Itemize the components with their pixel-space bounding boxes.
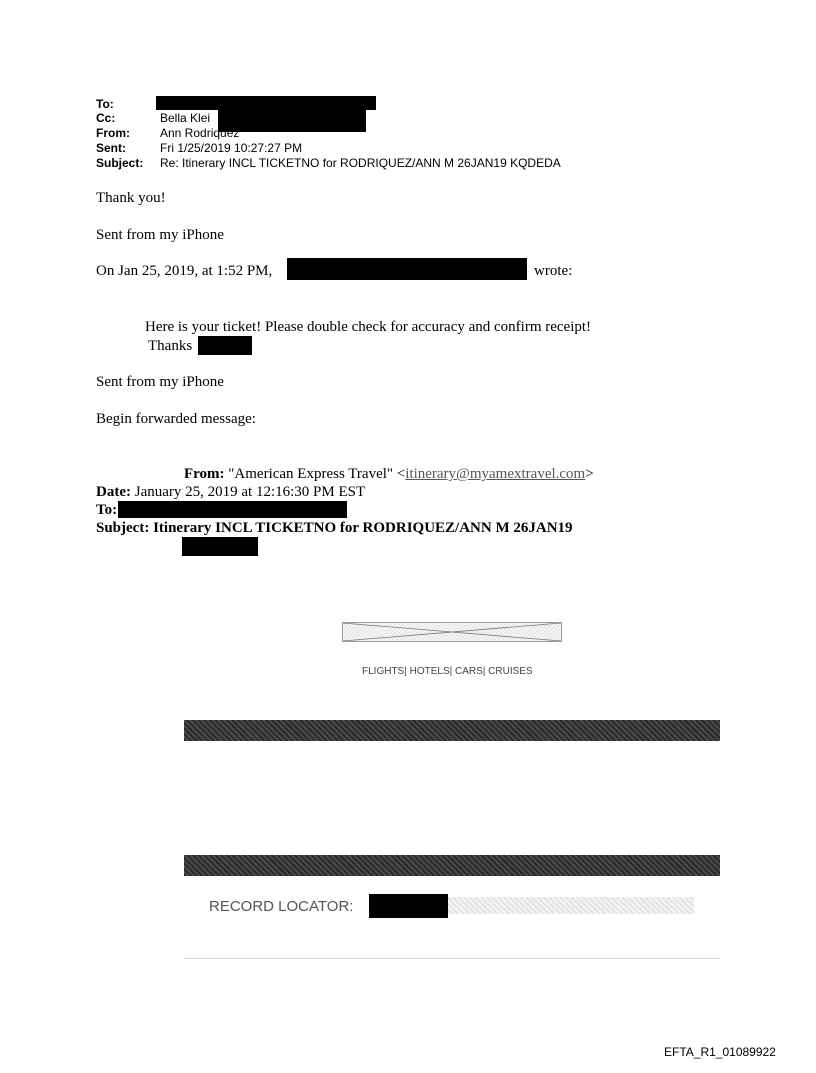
record-locator-label: RECORD LOCATOR: — [209, 898, 354, 915]
redaction — [198, 336, 252, 355]
redaction — [369, 894, 448, 918]
redaction — [156, 96, 376, 110]
divider — [184, 958, 720, 959]
thank-you-text: Thank you! — [96, 190, 166, 206]
wrote-text: wrote: — [534, 263, 573, 279]
forwarded-from — [184, 466, 594, 483]
forwarded-date-label: Date: — [96, 484, 131, 500]
from-label: From: — [96, 126, 130, 140]
sent-label: Sent: — [96, 141, 126, 155]
sent-from-iphone-2: Sent from my iPhone — [96, 374, 224, 390]
subject-label: Subject: — [96, 156, 144, 170]
forwarded-from-label: From: — [184, 466, 225, 482]
forwarded-date-value: January 25, 2019 at 12:16:30 PM EST — [130, 484, 366, 500]
cc-label: Cc: — [96, 111, 116, 125]
quoted-message: Here is your ticket! Please double check for accuracy and confirm receipt! — [145, 319, 592, 335]
thanks-text: Thanks — [148, 338, 193, 354]
amex-nav-links[interactable]: FLIGHTS| HOTELS| CARS| CRUISES — [362, 666, 533, 677]
sent-value: Fri 1/25/2019 10:27:27 PM — [160, 141, 303, 155]
document-id: EFTA_R1_01089922 — [664, 1045, 776, 1059]
on-date-text: On Jan 25, 2019, at 1:52 PM, — [96, 263, 273, 279]
from-value: Ann Rodriquez — [160, 126, 240, 140]
to-label: To: — [96, 97, 114, 111]
cc-value: Bella Klei — [160, 111, 211, 125]
section-divider-bar — [184, 855, 720, 876]
redaction — [218, 110, 366, 132]
section-divider-bar — [184, 720, 720, 741]
subject-value: Re: Itinerary INCL TICKETNO for RODRIQUEZ/ANN M 26JAN19 KQDEDA — [160, 156, 561, 170]
forwarded-date — [96, 484, 365, 501]
forwarded-from-close: > — [585, 466, 594, 482]
sent-from-iphone: Sent from my iPhone — [96, 227, 224, 243]
forwarded-from-email[interactable]: itinerary@myamextravel.com — [405, 466, 586, 482]
forwarded-subject: Subject: Itinerary INCL TICKETNO for RODRIQUEZ/ANN M 26JAN19 — [96, 520, 573, 536]
forwarded-from-name: "American Express Travel" < — [228, 466, 406, 482]
broken-image-icon — [342, 622, 562, 642]
begin-forwarded: Begin forwarded message: — [96, 411, 256, 427]
redaction — [118, 501, 347, 518]
forwarded-to-label: To: — [96, 502, 118, 518]
redaction — [182, 537, 258, 556]
redaction — [287, 258, 527, 280]
